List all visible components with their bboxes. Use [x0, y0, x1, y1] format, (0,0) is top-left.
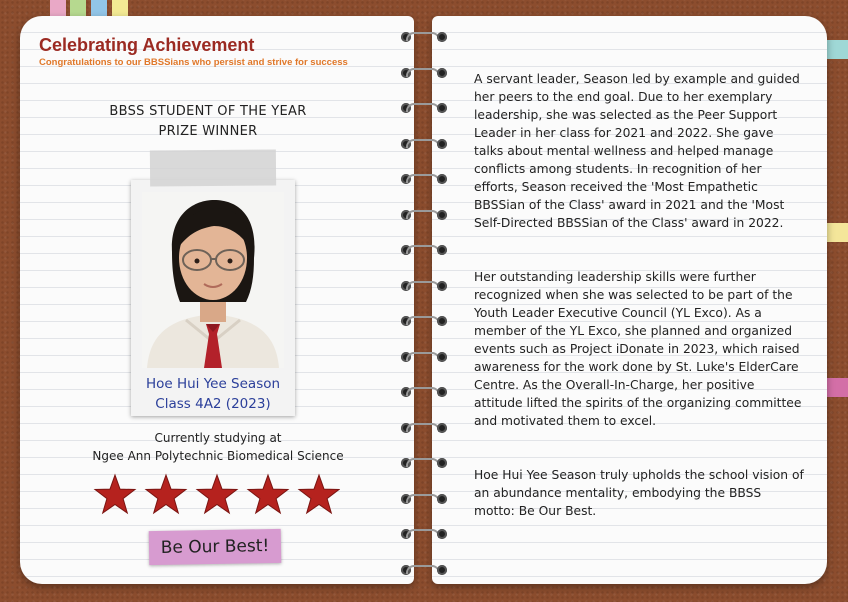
page-title: Celebrating Achievement	[39, 35, 255, 55]
award-line-2: PRIZE WINNER	[158, 124, 258, 139]
photo-frame	[131, 180, 295, 416]
spiral-ring	[401, 101, 441, 115]
spiral-ring	[401, 563, 441, 577]
spiral-ring	[401, 137, 441, 151]
motto-sticky-note	[149, 529, 282, 565]
student-name: Hoe Hui Yee Season	[145, 376, 281, 392]
spiral-ring	[401, 172, 441, 186]
motto-note-text: Be Our Best!	[160, 536, 270, 558]
student-photo	[142, 192, 284, 368]
student-class: Class 4A2 (2023)	[155, 396, 271, 412]
study-line-2: Ngee Ann Polytechnic Biomedical Science	[92, 449, 344, 463]
yellow-side-tab	[827, 223, 848, 242]
star-icon	[197, 475, 237, 513]
spiral-ring	[401, 66, 441, 80]
spiral-ring	[401, 492, 441, 506]
study-line-1: Currently studying at	[154, 431, 282, 445]
award-line-1: BBSS STUDENT OF THE YEAR	[109, 104, 307, 119]
star-icon	[95, 475, 135, 513]
spiral-ring	[401, 208, 441, 222]
current-study	[60, 429, 376, 465]
body-paragraph-3: Hoe Hui Yee Season truly upholds the school vision of an abundance mentality, embodying the BBSS motto: Be Our Best.	[474, 468, 804, 518]
spiral-ring	[401, 527, 441, 541]
body-paragraph-1: A servant leader, Season led by example and guided her peers to the end goal. Due to her exemplary leadership, she was selected as the Peer Support Leader in her class for 2021 and 2022. She gave talks about mental wellness and helped manage conflicts among students. In recognition of her efforts, Season received the 'Most Empathetic BBSSian of the Class' award in 2021 and the 'Most Self-Directed BBSSian of the Class' award in 2022.	[474, 72, 800, 230]
award-heading	[60, 102, 356, 142]
spiral-ring	[401, 243, 441, 257]
spiral-ring	[401, 314, 441, 328]
tape-strip	[150, 149, 276, 186]
star-icon	[248, 475, 288, 513]
body-paragraph-2: Her outstanding leadership skills were further recognized when she was selected to be part of the Youth Leader Executive Council (YL Exco). As a member of the YL Exco, she planned and organized events such as Project iDonate in 2023, which raised awareness for the work done by St. Luke's ElderCare Centre. As the Overall-In-Charge, her positive attitude lifted the spirits of the organizing committee and motivated them to excel.	[474, 270, 802, 428]
spiral-ring	[401, 456, 441, 470]
teal-side-tab	[827, 40, 848, 59]
spiral-ring	[401, 30, 441, 44]
student-caption	[131, 374, 295, 414]
spiral-ring	[401, 279, 441, 293]
star-icon	[146, 475, 186, 513]
page-subtitle: Congratulations to our BBSSians who persist and strive for success	[39, 57, 348, 68]
star-icon	[299, 475, 339, 513]
spiral-ring	[401, 421, 441, 435]
spiral-ring	[401, 350, 441, 364]
spiral-ring	[401, 385, 441, 399]
star-rating	[90, 472, 340, 518]
